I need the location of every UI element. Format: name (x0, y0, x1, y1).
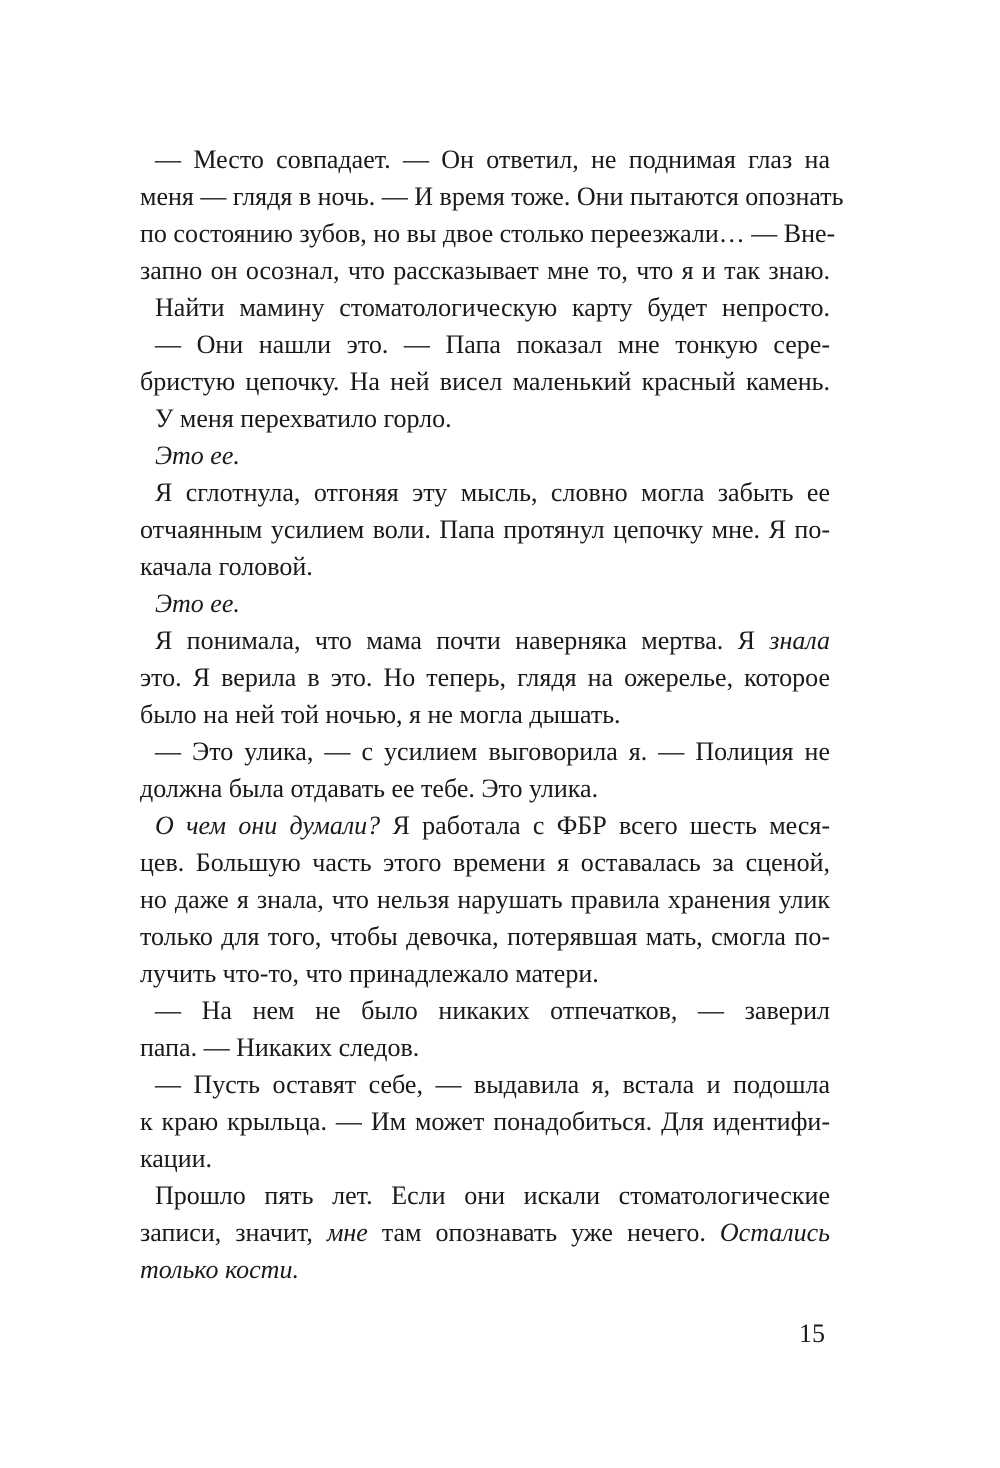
text-span: Я работала с ФБР всего шесть меся- (380, 811, 830, 840)
text-line: — Это улика, — с усилием выговорила я. — Полиция не (155, 737, 830, 766)
text-line: должна была отдавать ее тебе. Это улика. (140, 774, 599, 803)
text-line: кации. (140, 1144, 213, 1173)
text-line: запно он осознал, что рассказывает мне то, что я и так знаю. (140, 256, 830, 285)
text-span: Я понимала, что мама почти наверняка мертва. Я (155, 626, 770, 655)
text-line: Прошло пять лет. Если они искали стоматологические (155, 1181, 830, 1210)
text-line: — На нем не было никаких отпечатков, — заверил (155, 996, 830, 1025)
text-span: записи, значит, (140, 1218, 327, 1247)
text-span: там опознавать уже нечего. (367, 1218, 720, 1247)
page-number: 15 (799, 1319, 825, 1348)
text-line: — Они нашли это. — Папа показал мне тонкую сере- (155, 330, 830, 359)
italic-thought-line: только кости. (140, 1255, 299, 1284)
text-line (140, 1213, 830, 1253)
text-line: по состоянию зубов, но вы двое столько переезжали… — Вне- (140, 219, 836, 248)
text-line: бристую цепочку. На ней висел маленький красный камень. (140, 367, 830, 396)
text-line: только для того, чтобы девочка, потерявшая мать, смогла по- (140, 922, 830, 951)
italic-phrase: О чем они думали? (155, 811, 381, 840)
text-line: лучить что-то, что принадлежало матери. (140, 959, 599, 988)
italic-word: знала (769, 626, 830, 655)
text-line: У меня перехватило горло. (155, 404, 452, 433)
text-line: к краю крыльца. — Им может понадобиться. Для идентифи- (140, 1107, 830, 1136)
text-line: Я сглотнула, отгоняя эту мысль, словно могла забыть ее (155, 478, 830, 507)
text-line: Найти мамину стоматологическую карту будет непросто. (155, 293, 830, 322)
italic-word: мне (326, 1218, 368, 1247)
text-line: но даже я знала, что нельзя нарушать правила хранения улик (140, 885, 830, 914)
text-line: цев. Большую часть этого времени я оставалась за сценой, (140, 848, 830, 877)
italic-thought-line: Это ее. (155, 589, 240, 618)
text-line: — Пусть оставят себе, — выдавила я, встала и подошла (155, 1070, 830, 1099)
text-line (155, 806, 830, 846)
text-line: — Место совпадает. — Он ответил, не поднимая глаз на (155, 145, 830, 174)
text-line: папа. — Никаких следов. (140, 1033, 420, 1062)
text-line: отчаянным усилием воли. Папа протянул цепочку мне. Я по- (140, 515, 830, 544)
text-line: это. Я верила в это. Но теперь, глядя на ожерелье, которое (140, 663, 830, 692)
italic-word: Остались (719, 1218, 830, 1247)
text-line (155, 621, 830, 661)
text-line: было на ней той ночью, я не могла дышать. (140, 700, 621, 729)
text-line: меня — глядя в ночь. — И время тоже. Они пытаются опознать (140, 182, 844, 211)
italic-thought-line: Это ее. (155, 441, 240, 470)
text-line: качала головой. (140, 552, 313, 581)
